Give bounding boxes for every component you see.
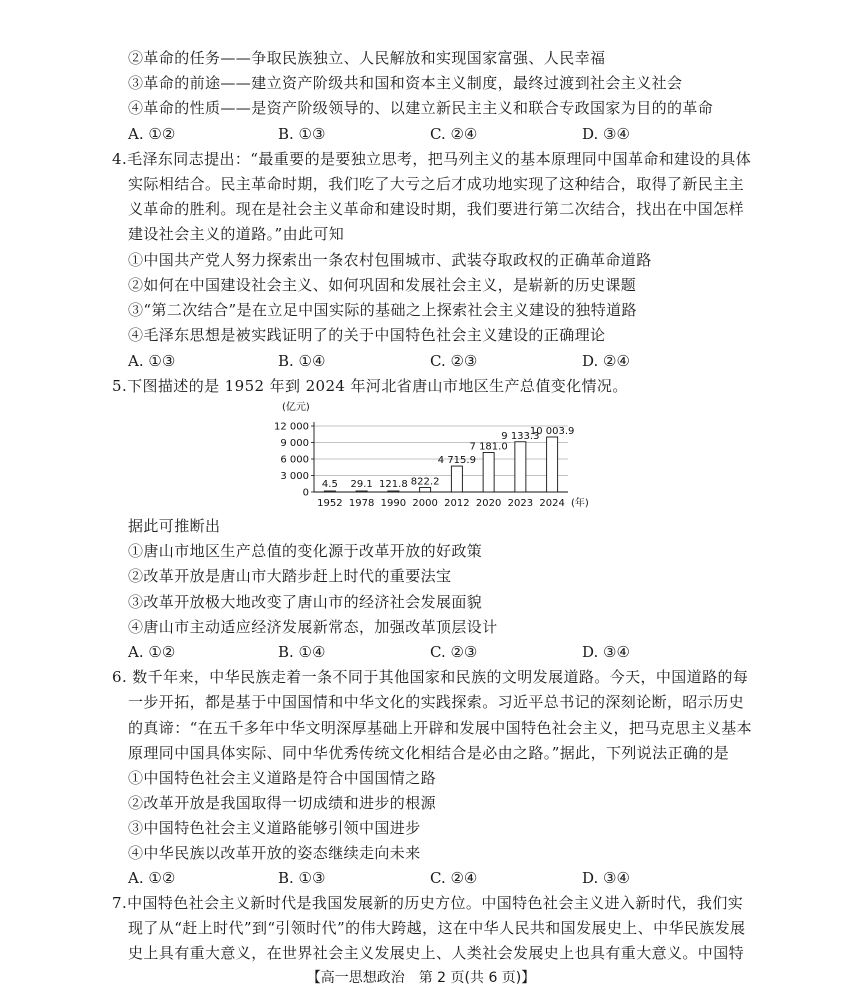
q4-stem-line: 4.毛泽东同志提出：“最重要的是要独立思考，把马列主义的基本原理同中国革命和建设的具体 xyxy=(112,150,752,168)
page-footer: 【高一思想政治 第 2 页(共 6 页)】 xyxy=(306,970,536,986)
q5-option-d: D. ③④ xyxy=(582,643,630,661)
q5-option-a: A. ①② xyxy=(128,643,176,661)
data-label: 4.5 xyxy=(321,479,338,490)
bar xyxy=(420,487,431,492)
y-axis-label: (亿元) xyxy=(282,402,310,413)
q4-option-c: C. ②③ xyxy=(430,352,478,370)
q3-option-d: D. ③④ xyxy=(582,125,630,143)
q5-item-2: ②改革开放是唐山市大踏步赶上时代的重要法宝 xyxy=(128,567,452,585)
q4-stem-line: 实际相结合。民主革命时期，我们吃了大亏之后才成功地实现了这种结合，取得了新民主主 xyxy=(128,175,745,193)
q5-inference-prompt: 据此可推断出 xyxy=(128,517,221,535)
gdp-bar-chart xyxy=(270,396,590,514)
bar xyxy=(324,491,335,492)
q4-option-d: D. ②④ xyxy=(582,352,630,370)
data-label: 9 133.3 xyxy=(501,430,540,442)
q7-stem-line: 史上具有重大意义，在世界社会主义发展史上、人类社会发展史上也具有重大意义。中国特 xyxy=(128,944,745,962)
q6-item-3: ③中国特色社会主义道路能够引领中国进步 xyxy=(128,819,421,837)
q6-option-a: A. ①② xyxy=(128,869,176,887)
q6-item-1: ①中国特色社会主义道路是符合中国国情之路 xyxy=(128,769,437,787)
bar xyxy=(451,466,462,492)
q4-stem-line: 义革命的胜利。现在是社会主义革命和建设时期，我们要进行第二次结合，找出在中国怎样 xyxy=(128,200,745,218)
q6-stem-line: 一步开拓，都是基于中国国情和中华文化的实践探索。习近平总书记的深刻论断，昭示历史 xyxy=(128,693,745,711)
data-label: 29.1 xyxy=(350,479,373,490)
y-tick-label: 0 xyxy=(302,487,309,499)
x-tick-label: 1990 xyxy=(380,498,407,509)
y-tick-label: 6 000 xyxy=(280,454,309,466)
x-tick-label: 2023 xyxy=(507,498,534,509)
q3-option-b: B. ①③ xyxy=(278,125,326,143)
q4-stem-line: 建设社会主义的道路。”由此可知 xyxy=(128,225,345,243)
q7-stem-line: 7.中国特色社会主义新时代是我国发展新的历史方位。中国特色社会主义进入新时代，我们实 xyxy=(112,894,744,912)
q6-stem-line: 原理同中国具体实际、同中华优秀传统文化相结合是必由之路。”据此，下列说法正确的是 xyxy=(128,744,730,762)
q4-item-3: ③“第二次结合”是在立足中国实际的基础之上探索社会主义建设的独特道路 xyxy=(128,301,637,319)
q5-option-c: C. ②③ xyxy=(430,643,478,661)
q5-item-3: ③改革开放极大地改变了唐山市的经济社会发展面貌 xyxy=(128,593,483,611)
q3-item-4: ④革命的性质——是资产阶级领导的、以建立新民主主义和联合专政国家为目的的革命 xyxy=(128,99,714,117)
bar xyxy=(547,437,558,492)
data-label: 121.8 xyxy=(379,479,408,490)
data-label: 822.2 xyxy=(410,476,440,488)
y-tick-label: 12 000 xyxy=(274,421,309,433)
data-label: 10 003.9 xyxy=(529,425,575,437)
q4-item-2: ②如何在中国建设社会主义、如何巩固和发展社会主义，是崭新的历史课题 xyxy=(128,276,637,294)
x-tick-label: 2020 xyxy=(475,498,502,509)
x-tick-label: 2000 xyxy=(412,498,438,509)
q6-item-2: ②改革开放是我国取得一切成绩和进步的根源 xyxy=(128,794,437,812)
q5-option-b: B. ①④ xyxy=(278,643,326,661)
q3-option-c: C. ②④ xyxy=(430,125,478,143)
q5-item-1: ①唐山市地区生产总值的变化源于改革开放的好政策 xyxy=(128,542,483,560)
q7-stem-line: 现了从“赶上时代”到“引领时代”的伟大跨越，这在中华人民共和国发展史上、中华民族发展 xyxy=(128,919,746,937)
q6-option-c: C. ②④ xyxy=(430,869,478,887)
data-label: 4 715.9 xyxy=(437,455,476,467)
q4-option-a: A. ①③ xyxy=(128,352,176,370)
bar xyxy=(483,453,494,492)
x-axis-unit: (年) xyxy=(571,498,589,509)
q5-stem-line: 5.下图描述的是 1952 年到 2024 年河北省唐山市地区生产总值变化情况。 xyxy=(112,377,628,395)
q5-item-4: ④唐山市主动适应经济发展新常态，加强改革顶层设计 xyxy=(128,618,498,636)
y-tick-label: 9 000 xyxy=(280,438,309,449)
bar xyxy=(388,491,399,492)
q6-item-4: ④中华民族以改革开放的姿态继续走向未来 xyxy=(128,844,421,862)
q3-option-a: A. ①② xyxy=(128,125,176,143)
x-tick-label: 2012 xyxy=(444,498,470,509)
bar xyxy=(515,442,526,492)
q3-item-2: ②革命的任务——争取民族独立、人民解放和实现国家富强、人民幸福 xyxy=(128,49,606,67)
x-tick-label: 1978 xyxy=(348,498,375,509)
q6-option-d: D. ③④ xyxy=(582,869,630,887)
x-tick-label: 2024 xyxy=(539,498,565,509)
data-label: 7 181.0 xyxy=(469,441,508,453)
y-tick-label: 3 000 xyxy=(280,471,309,482)
q3-item-3: ③革命的前途——建立资产阶级共和国和资本主义制度，最终过渡到社会主义社会 xyxy=(128,74,683,92)
bar xyxy=(356,491,367,492)
q4-item-4: ④毛泽东思想是被实践证明了的关于中国特色社会主义建设的正确理论 xyxy=(128,326,606,344)
q4-item-1: ①中国共产党人努力探索出一条农村包围城市、武装夺取政权的正确革命道路 xyxy=(128,251,652,269)
q4-option-b: B. ①④ xyxy=(278,352,326,370)
q6-stem-line: 的真谛：“在五千多年中华文明深厚基础上开辟和发展中国特色社会主义，把马克思主义基本 xyxy=(128,719,753,737)
q6-option-b: B. ①③ xyxy=(278,869,326,887)
q6-stem-line: 6. 数千年来，中华民族走着一条不同于其他国家和民族的文明发展道路。今天，中国道路的每 xyxy=(112,668,749,686)
x-tick-label: 1952 xyxy=(317,498,343,509)
